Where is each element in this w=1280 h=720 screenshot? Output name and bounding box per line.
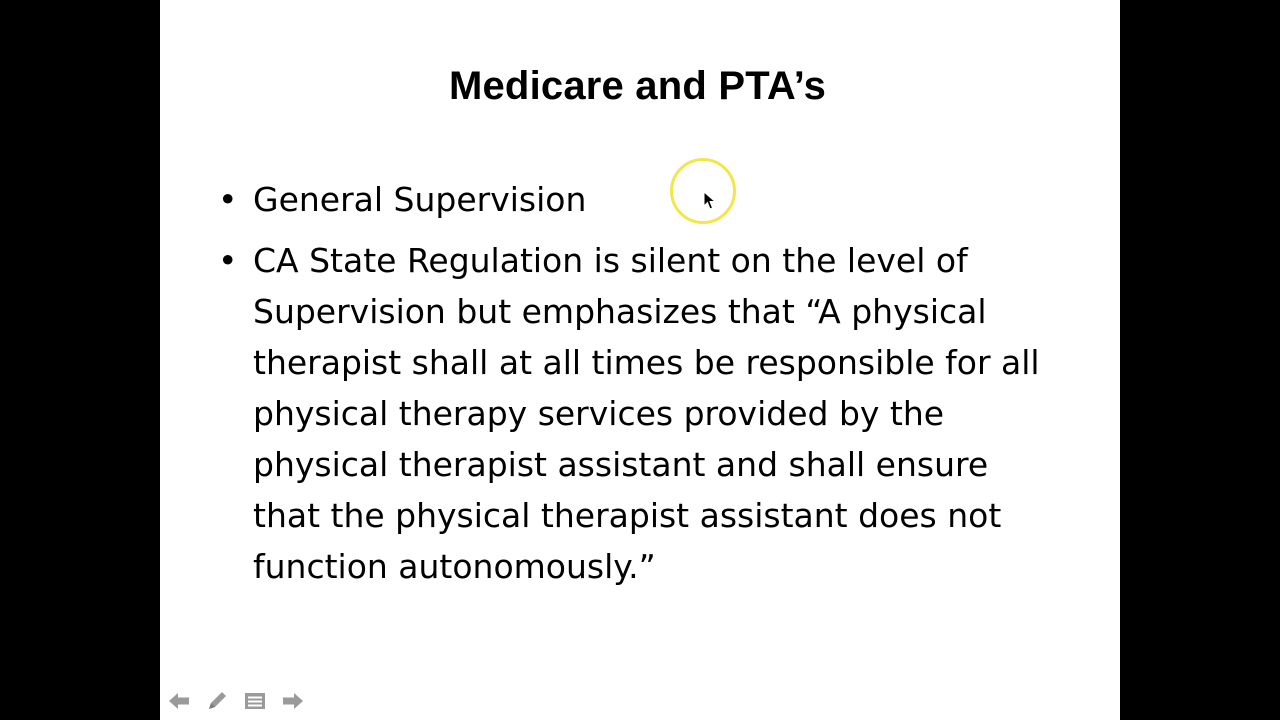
slideshow-controls — [166, 686, 306, 716]
bullet-text: General Supervision — [253, 180, 587, 219]
bullet-text: CA State Regulation is silent on the level of Supervision but emphasizes that “A physical therapist shall at all times be responsible for all physical therapy services provided by the physical therapist assistant and shall ensure that the physical therapist assistant does not function autonomously.” — [253, 241, 1040, 586]
bullet-item — [218, 235, 1048, 592]
arrow-left-icon[interactable] — [166, 688, 192, 714]
pen-icon[interactable] — [204, 688, 230, 714]
mouse-cursor-icon — [703, 191, 717, 211]
bullet-list — [218, 174, 1048, 602]
bullet-item — [218, 174, 1048, 225]
arrow-right-icon[interactable] — [280, 688, 306, 714]
bullet-marker: • — [218, 241, 238, 280]
slide-title: Medicare and PTA’s — [448, 64, 827, 108]
menu-icon[interactable] — [242, 688, 268, 714]
slide-canvas — [160, 0, 1120, 720]
bullet-marker: • — [218, 180, 238, 219]
